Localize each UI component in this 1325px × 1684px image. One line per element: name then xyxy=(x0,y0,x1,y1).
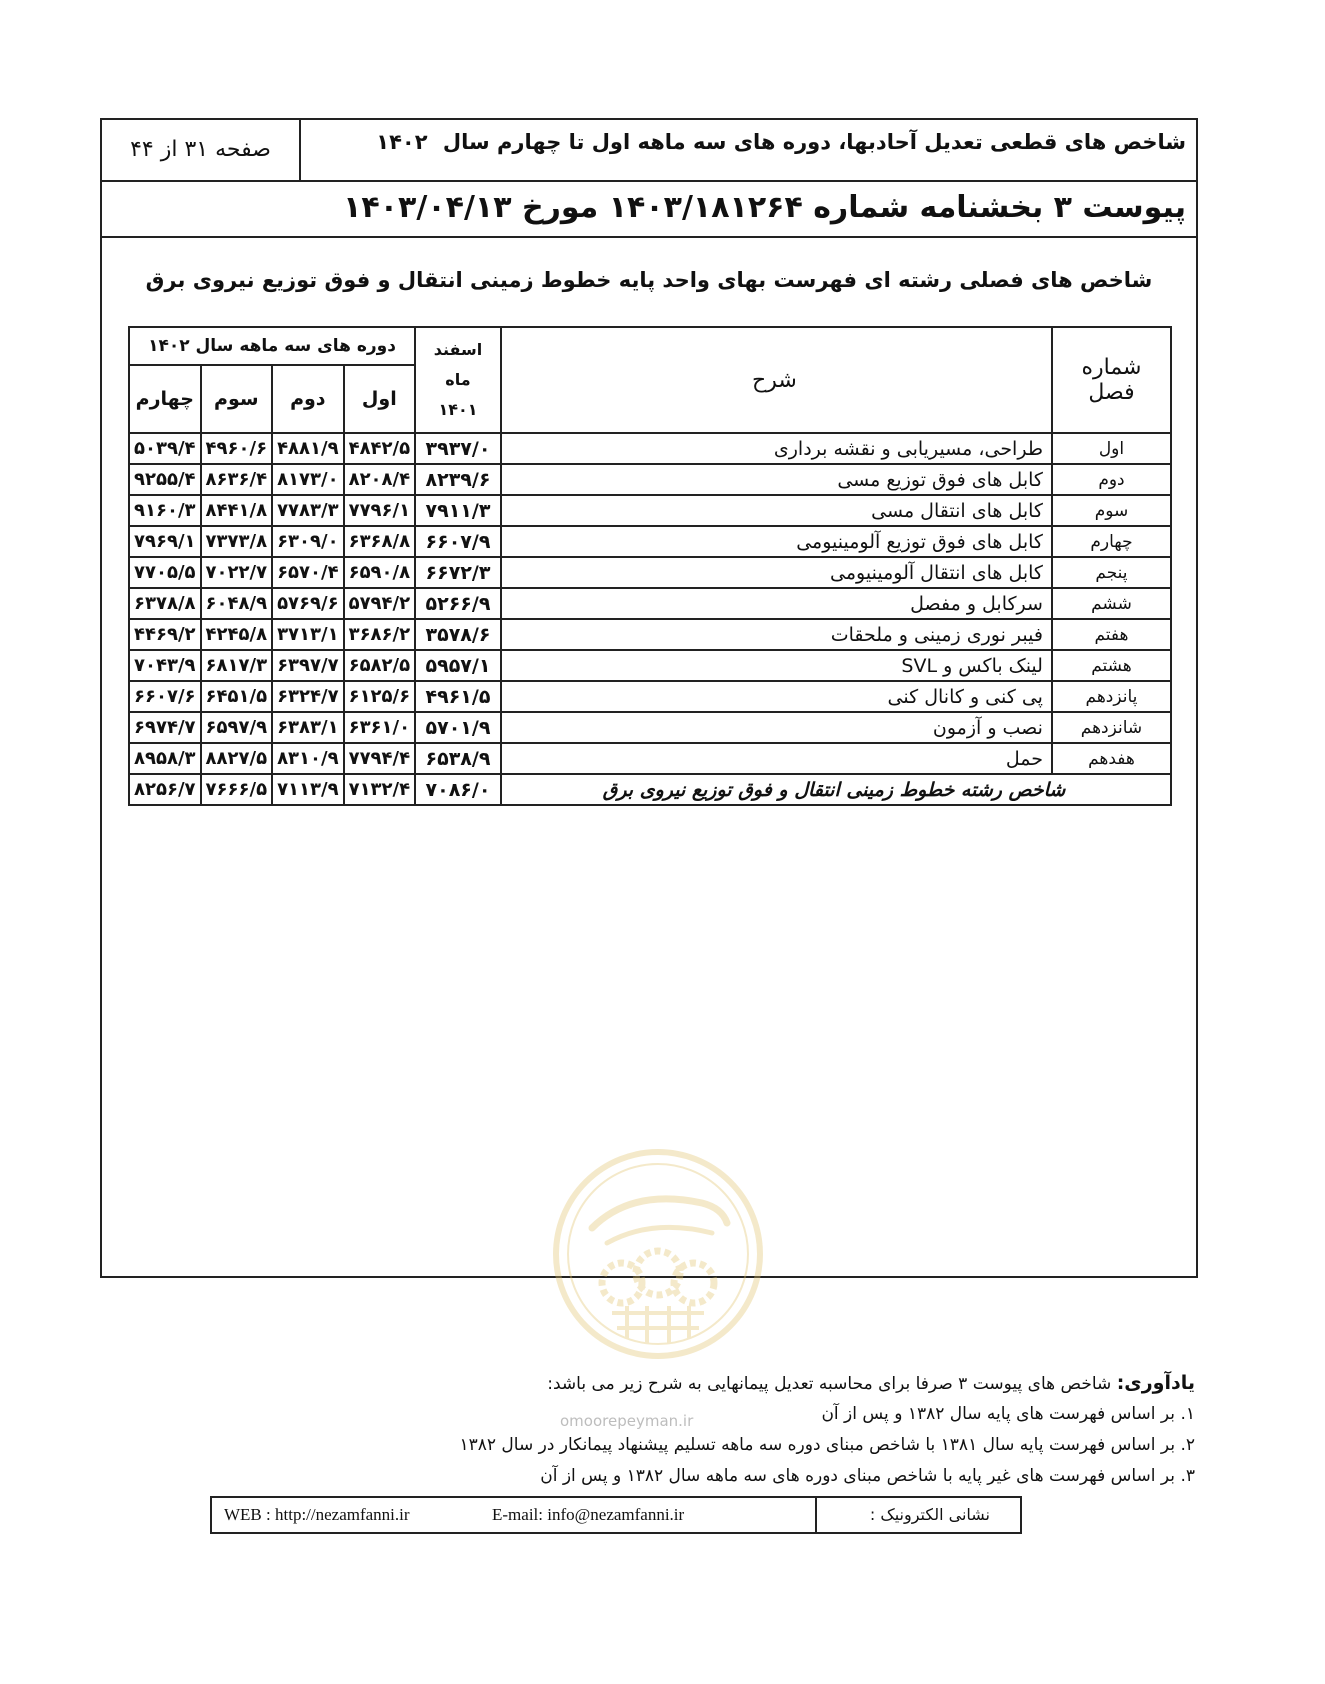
table-row xyxy=(129,712,1171,743)
cell-q1: ۶۳۶۸/۸ xyxy=(344,526,416,557)
cell-q4: ۶۳۷۸/۸ xyxy=(129,588,201,619)
cell-chapter: هفتم xyxy=(1052,619,1171,650)
cell-q1: ۳۶۸۶/۲ xyxy=(344,619,416,650)
cell-esfand: ۷۹۱۱/۳ xyxy=(415,495,501,526)
section-title: شاخص های فصلی رشته ای فهرست بهای واحد پایه خطوط زمینی انتقال و فوق توزیع نیروی برق xyxy=(145,268,1153,292)
cell-chapter: هشتم xyxy=(1052,650,1171,681)
cell-chapter: اول xyxy=(1052,433,1171,464)
cell-q2: ۳۷۱۳/۱ xyxy=(272,619,344,650)
cell-description: پی کنی و کانال کنی xyxy=(501,681,1052,712)
cell-q3: ۸۶۳۶/۴ xyxy=(201,464,273,495)
cell-q2: ۴۸۸۱/۹ xyxy=(272,433,344,464)
cell-q3: ۷۰۲۲/۷ xyxy=(201,557,273,588)
cell-chapter: پانزدهم xyxy=(1052,681,1171,712)
cell-q1: ۴۸۴۲/۵ xyxy=(344,433,416,464)
footer-label: نشانی الکترونیک : xyxy=(815,1498,1020,1532)
cell-description: سرکابل و مفصل xyxy=(501,588,1052,619)
header-chapter: شماره فصل xyxy=(1052,327,1171,433)
cell-total-q3: ۷۶۶۶/۵ xyxy=(201,774,273,805)
cell-description: لینک باکس و SVL xyxy=(501,650,1052,681)
document-title-text: شاخص های قطعی تعدیل آحادبها، دوره های سه ماهه اول تا چهارم سال xyxy=(442,130,1186,154)
header-esfand-line1: اسفند ماه xyxy=(433,340,483,389)
table-row xyxy=(129,588,1171,619)
header-q4: چهارم xyxy=(129,365,201,433)
cell-q1: ۶۳۶۱/۰ xyxy=(344,712,416,743)
cell-chapter: ششم xyxy=(1052,588,1171,619)
cell-total-q2: ۷۱۱۳/۹ xyxy=(272,774,344,805)
cell-q4: ۷۹۶۹/۱ xyxy=(129,526,201,557)
page-number: صفحه ۳۱ از ۴۴ xyxy=(102,120,301,180)
table-row xyxy=(129,557,1171,588)
cell-q4: ۵۰۳۹/۴ xyxy=(129,433,201,464)
cell-q4: ۷۷۰۵/۵ xyxy=(129,557,201,588)
cell-total-esfand: ۷۰۸۶/۰ xyxy=(415,774,501,805)
cell-description: فیبر نوری زمینی و ملحقات xyxy=(501,619,1052,650)
cell-q3: ۷۳۷۳/۸ xyxy=(201,526,273,557)
notes-intro: شاخص های پیوست ۳ صرفا برای محاسبه تعدیل پیمانهایی به شرح زیر می باشد: xyxy=(547,1374,1117,1394)
cell-chapter: چهارم xyxy=(1052,526,1171,557)
cell-total-description: شاخص رشته خطوط زمینی انتقال و فوق توزیع نیروی برق xyxy=(501,774,1171,805)
cell-q4: ۹۱۶۰/۳ xyxy=(129,495,201,526)
cell-description: کابل های فوق توزیع آلومینیومی xyxy=(501,526,1052,557)
cell-q4: ۶۹۷۴/۷ xyxy=(129,712,201,743)
cell-q2: ۶۵۷۰/۴ xyxy=(272,557,344,588)
cell-q1: ۵۷۹۴/۲ xyxy=(344,588,416,619)
cell-q1: ۷۷۹۴/۴ xyxy=(344,743,416,774)
subtitle-row xyxy=(102,180,1196,238)
cell-q1: ۷۷۹۶/۱ xyxy=(344,495,416,526)
header-description: شرح xyxy=(501,327,1052,433)
cell-description: طراحی، مسیریابی و نقشه برداری xyxy=(501,433,1052,464)
header-q1: اول xyxy=(344,365,416,433)
cell-chapter: شانزدهم xyxy=(1052,712,1171,743)
footer-web: WEB : http://nezamfanni.ir xyxy=(224,1505,410,1524)
cell-q4: ۷۰۴۳/۹ xyxy=(129,650,201,681)
cell-esfand: ۶۶۰۷/۹ xyxy=(415,526,501,557)
note-item: ۳. بر اساس فهرست های غیر پایه با شاخص مبنای دوره های سه ماهه سال ۱۳۸۲ و پس از آن xyxy=(540,1466,1195,1486)
cell-q2: ۵۷۶۹/۶ xyxy=(272,588,344,619)
header-esfand-line2: ۱۴۰۱ xyxy=(438,400,478,419)
cell-q3: ۴۹۶۰/۶ xyxy=(201,433,273,464)
table-row xyxy=(129,433,1171,464)
cell-q3: ۸۸۲۷/۵ xyxy=(201,743,273,774)
reminder-notes xyxy=(195,1368,1195,1492)
cell-description: نصب و آزمون xyxy=(501,712,1052,743)
cell-chapter: دوم xyxy=(1052,464,1171,495)
header-row xyxy=(102,120,1196,182)
cell-q2: ۶۳۲۴/۷ xyxy=(272,681,344,712)
index-table xyxy=(128,326,1172,806)
cell-description: کابل های انتقال مسی xyxy=(501,495,1052,526)
cell-esfand: ۳۹۳۷/۰ xyxy=(415,433,501,464)
table-row xyxy=(129,650,1171,681)
circular-reference: پیوست ۳ بخشنامه شماره ۱۴۰۳/۱۸۱۲۶۴ مورخ ۱۴۰۳/۰۴/۱۳ xyxy=(343,190,1186,225)
table-header-row xyxy=(129,327,1171,365)
cell-q1: ۶۵۹۰/۸ xyxy=(344,557,416,588)
cell-q3: ۶۵۹۷/۹ xyxy=(201,712,273,743)
notes-intro-line xyxy=(195,1368,1195,1399)
cell-q4: ۴۴۶۹/۲ xyxy=(129,619,201,650)
table-row xyxy=(129,681,1171,712)
table-row xyxy=(129,743,1171,774)
cell-esfand: ۳۵۷۸/۶ xyxy=(415,619,501,650)
cell-q3: ۴۲۴۵/۸ xyxy=(201,619,273,650)
watermark-site: omoorepeyman.ir xyxy=(560,1412,694,1430)
page-frame xyxy=(100,118,1198,1278)
cell-q1: ۶۵۸۲/۵ xyxy=(344,650,416,681)
header-q2: دوم xyxy=(272,365,344,433)
cell-q4: ۹۲۵۵/۴ xyxy=(129,464,201,495)
cell-q3: ۸۴۴۱/۸ xyxy=(201,495,273,526)
cell-q3: ۶۴۵۱/۵ xyxy=(201,681,273,712)
cell-esfand: ۴۹۶۱/۵ xyxy=(415,681,501,712)
cell-q1: ۸۲۰۸/۴ xyxy=(344,464,416,495)
cell-q3: ۶۰۴۸/۹ xyxy=(201,588,273,619)
table-row xyxy=(129,619,1171,650)
table-row xyxy=(129,464,1171,495)
table-total-row xyxy=(129,774,1171,805)
footer-email: E-mail: info@nezamfanni.ir xyxy=(492,1505,685,1524)
cell-esfand: ۵۷۰۱/۹ xyxy=(415,712,501,743)
cell-q2: ۶۳۸۳/۱ xyxy=(272,712,344,743)
cell-q2: ۶۳۹۷/۷ xyxy=(272,650,344,681)
cell-description: حمل xyxy=(501,743,1052,774)
cell-esfand: ۸۲۳۹/۶ xyxy=(415,464,501,495)
notes-lead: یادآوری: xyxy=(1116,1372,1195,1394)
cell-description: کابل های انتقال آلومینیومی xyxy=(501,557,1052,588)
document-title-year: ۱۴۰۲ xyxy=(376,130,428,154)
cell-q2: ۸۳۱۰/۹ xyxy=(272,743,344,774)
cell-total-q1: ۷۱۳۲/۴ xyxy=(344,774,416,805)
header-esfand xyxy=(415,327,501,433)
cell-esfand: ۵۹۵۷/۱ xyxy=(415,650,501,681)
cell-q2: ۸۱۷۳/۰ xyxy=(272,464,344,495)
cell-q4: ۶۶۰۷/۶ xyxy=(129,681,201,712)
cell-q1: ۶۱۲۵/۶ xyxy=(344,681,416,712)
note-item: ۱. بر اساس فهرست های پایه سال ۱۳۸۲ و پس از آن xyxy=(821,1404,1195,1424)
cell-q2: ۶۳۰۹/۰ xyxy=(272,526,344,557)
cell-esfand: ۶۵۳۸/۹ xyxy=(415,743,501,774)
cell-chapter: پنجم xyxy=(1052,557,1171,588)
note-item: ۲. بر اساس فهرست پایه سال ۱۳۸۱ با شاخص مبنای دوره سه ماهه تسلیم پیشنهاد پیمانکار در سال ۱۳۸۲ xyxy=(459,1435,1195,1455)
document-title xyxy=(306,132,1186,152)
header-quarter-group: دوره های سه ماهه سال ۱۴۰۲ xyxy=(129,327,415,365)
cell-q2: ۷۷۸۳/۳ xyxy=(272,495,344,526)
cell-chapter: هفدهم xyxy=(1052,743,1171,774)
watermark-logo xyxy=(552,1148,764,1360)
table-row xyxy=(129,526,1171,557)
contact-footer xyxy=(210,1496,1022,1534)
cell-esfand: ۶۶۷۲/۳ xyxy=(415,557,501,588)
cell-total-q4: ۸۲۵۶/۷ xyxy=(129,774,201,805)
table-row xyxy=(129,495,1171,526)
cell-q3: ۶۸۱۷/۳ xyxy=(201,650,273,681)
cell-q4: ۸۹۵۸/۳ xyxy=(129,743,201,774)
header-q3: سوم xyxy=(201,365,273,433)
cell-esfand: ۵۲۶۶/۹ xyxy=(415,588,501,619)
cell-chapter: سوم xyxy=(1052,495,1171,526)
cell-description: کابل های فوق توزیع مسی xyxy=(501,464,1052,495)
